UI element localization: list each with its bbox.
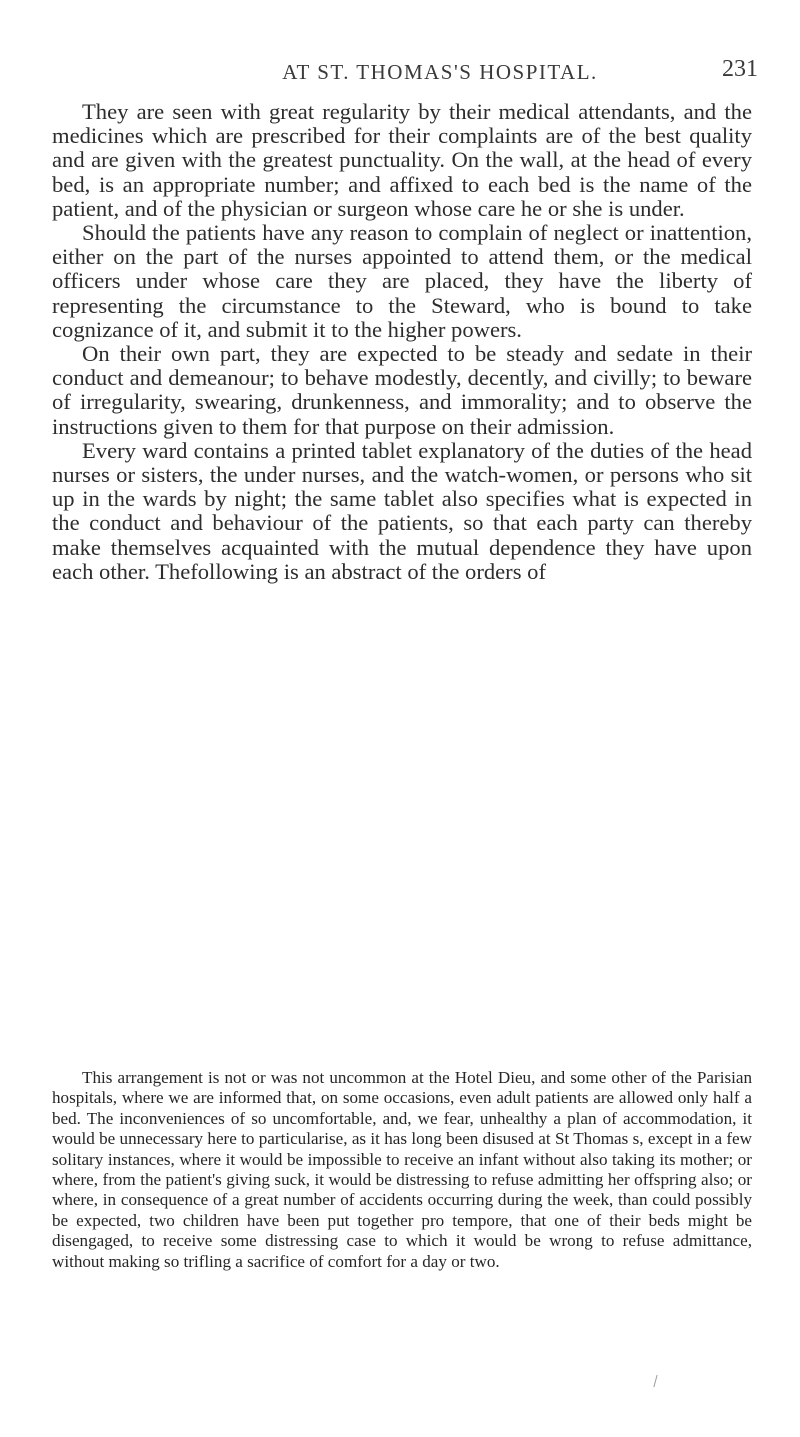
- footnote: [52, 1068, 752, 1272]
- ink-mark: [653, 1375, 661, 1387]
- body-paragraph: Every ward contains a printed tablet explanatory of the duties of the head nurses or sisters, the under nurses, and the watch-women, or persons who sit up in the wards by night; the same tablet also specifies what is expected in the conduct and behaviour of the patients, so that each party can thereby make themselves acquainted with the mutual dependence they have upon each other. Thefollowing is an abstract of the orders of: [52, 437, 752, 584]
- page-number: 231: [722, 56, 758, 82]
- body-paragraph: On their own part, they are expected to be steady and sedate in their conduct and demeanour; to behave modestly, decently, and civilly; to beware of irregularity, swearing, drunkenness, and immorality; and to observe the instructions given to them for that purpose on their admission.: [52, 341, 752, 439]
- footnote-text: This arrangement is not or was not uncommon at the Hotel Dieu, and some other of the Parisian hospitals, where we are informed that, on some occasions, even adult patients are allowed only half a bed. The inconveniences of so uncomfortable, and, we fear, unhealthy a plan of accommodation, it would be unnecessary here to particularise, as it has long been disused at St Thomas s, except in a few solitary instances, where it would be impossible to receive an infant without also taking its mother; or where, from the patient's giving suck, it would be distressing to refuse admitting her offspring also; or where, in consequence of a great number of accidents occurring during the week, than could possibly be expected, two children have been put together pro tempore, that one of their beds might be disengaged, to receive some distressing case to which it would be wrong to refuse admittance, without making so trifling a sacrifice of comfort for a day or two.: [52, 1068, 752, 1271]
- body-paragraph: Should the patients have any reason to complain of neglect or inattention, either on the part of the nurses appointed to attend them, or the medical officers under whose care they are placed, they have the liberty of representing the circumstance to the Steward, who is bound to take cognizance of it, and submit it to the higher powers.: [52, 220, 752, 342]
- running-head: AT ST. THOMAS'S HOSPITAL.: [282, 60, 598, 84]
- body-paragraph: They are seen with great regularity by their medical attendants, and the medicines which are prescribed for their complaints are of the best quality and are given with the greatest punctuality. On the wall, at the head of every bed, is an appropriate number; and affixed to each bed is the name of the patient, and of the physician or surgeon whose care he or she is under.: [52, 99, 752, 221]
- body-text: [52, 100, 752, 584]
